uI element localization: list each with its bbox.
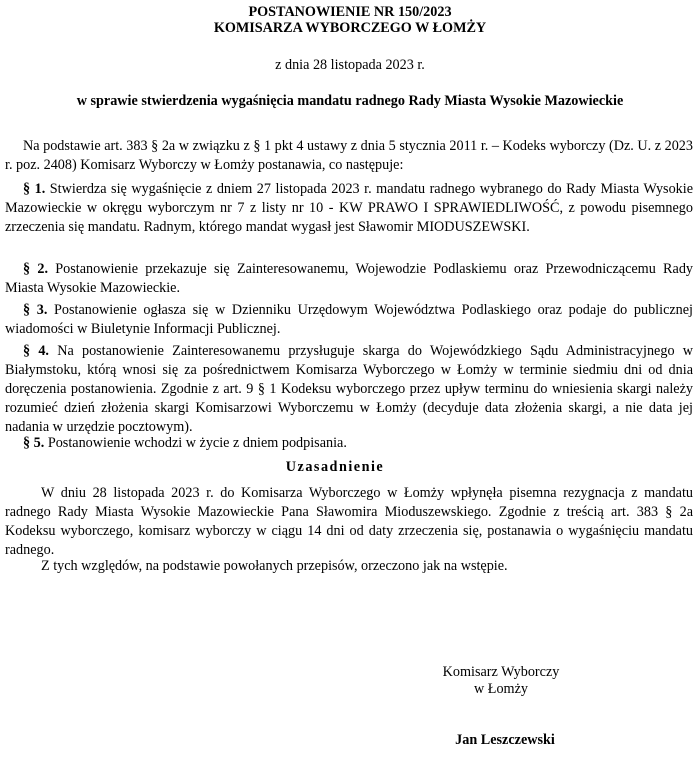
section-3 bbox=[5, 301, 693, 339]
document-issuer: KOMISARZA WYBORCZEGO W ŁOMŻY bbox=[213, 20, 487, 36]
document-subject: w sprawie stwierdzenia wygaśnięcia mandatu radnego Rady Miasta Wysokie Mazowieckie bbox=[76, 93, 624, 109]
section-2 bbox=[5, 260, 693, 298]
document-title: POSTANOWIENIE NR 150/2023 bbox=[248, 4, 452, 20]
signer-role: Komisarz Wyborczy bbox=[442, 664, 560, 680]
section-label: § 2. bbox=[23, 261, 48, 277]
justification-heading: Uzasadnienie bbox=[285, 459, 385, 475]
section-label: § 5. bbox=[23, 435, 45, 451]
intro-text: Na podstawie art. 383 § 2a w związku z § 1 pkt 4 ustawy z dnia 5 stycznia 2011 r. – Kodeks wyborczy (Dz. U. z 2023 r. poz. 2408) Komisarz Wyborczy w Łomży postanawia, co następuje: bbox=[5, 138, 693, 173]
section-text: Stwierdza się wygaśnięcie z dniem 27 listopada 2023 r. mandatu radnego wybranego do Rady Miasta Wysokie Mazowieckie w okręgu wyborczym nr 7 z listy nr 10 - KW PRAWO I SPRAWIEDLIWOŚĆ, z powodu pisemnego zrzeczenia się mandatu. Radnym, którego mandat wygasł jest Sławomir MIODUSZEWSKI. bbox=[5, 181, 694, 235]
signer-name: Jan Leszczewski bbox=[455, 732, 555, 748]
section-text: Postanowienie przekazuje się Zainteresowanemu, Wojewodzie Podlaskiemu oraz Przewodniczącemu Rady Miasta Wysokie Mazowieckie. bbox=[5, 261, 694, 296]
document-date: z dnia 28 listopada 2023 r. bbox=[275, 57, 425, 73]
section-text: Na postanowienie Zainteresowanemu przysługuje skarga do Wojewódzkiego Sądu Administracyjnego w Białymstoku, którą wnosi się za pośrednictwem Komisarza Wyborczego w Łomży w terminie siedmiu dni od dnia doręczenia postanowienia. Zgodnie z art. 9 § 1 Kodeksu wyborczego przez upływ terminu do wniesienia skargi należy rozumieć dzień złożenia skargi Komisarzowi Wyborczemu w Łomży (decyduje data złożenia skargi, a nie data jej nadania w urzędzie pocztowym). bbox=[5, 343, 694, 435]
justification-text: Z tych względów, na podstawie powołanych przepisów, orzeczono jak na wstępie. bbox=[41, 558, 508, 574]
justification-text: W dniu 28 listopada 2023 r. do Komisarza Wyborczego w Łomży wpłynęła pisemna rezygnacja z mandatu radnego Rady Miasta Wysokie Mazowieckie Pana Sławomira Mioduszewskiego. Zgodnie z treścią art. 383 § 2a Kodeksu wyborczego, komisarz wyborczy w ciągu 14 dni od daty zrzeczenia się, postanawia o wygaśnięciu mandatu radnego. bbox=[5, 485, 693, 558]
section-4 bbox=[5, 342, 693, 437]
intro-paragraph bbox=[5, 137, 693, 175]
section-label: § 3. bbox=[23, 302, 48, 318]
section-text: Postanowienie ogłasza się w Dzienniku Urzędowym Województwa Podlaskiego oraz podaje do publicznej wiadomości w Biuletynie Informacji Publicznej. bbox=[5, 302, 693, 337]
section-text: Postanowienie wchodzi w życie z dniem podpisania. bbox=[47, 435, 347, 451]
section-1 bbox=[5, 180, 693, 237]
justification-paragraph-1 bbox=[5, 484, 693, 560]
section-label: § 4. bbox=[23, 343, 49, 359]
signer-location: w Łomży bbox=[474, 681, 528, 697]
section-5 bbox=[5, 434, 693, 453]
justification-paragraph-2 bbox=[5, 557, 693, 576]
section-label: § 1. bbox=[23, 181, 46, 197]
